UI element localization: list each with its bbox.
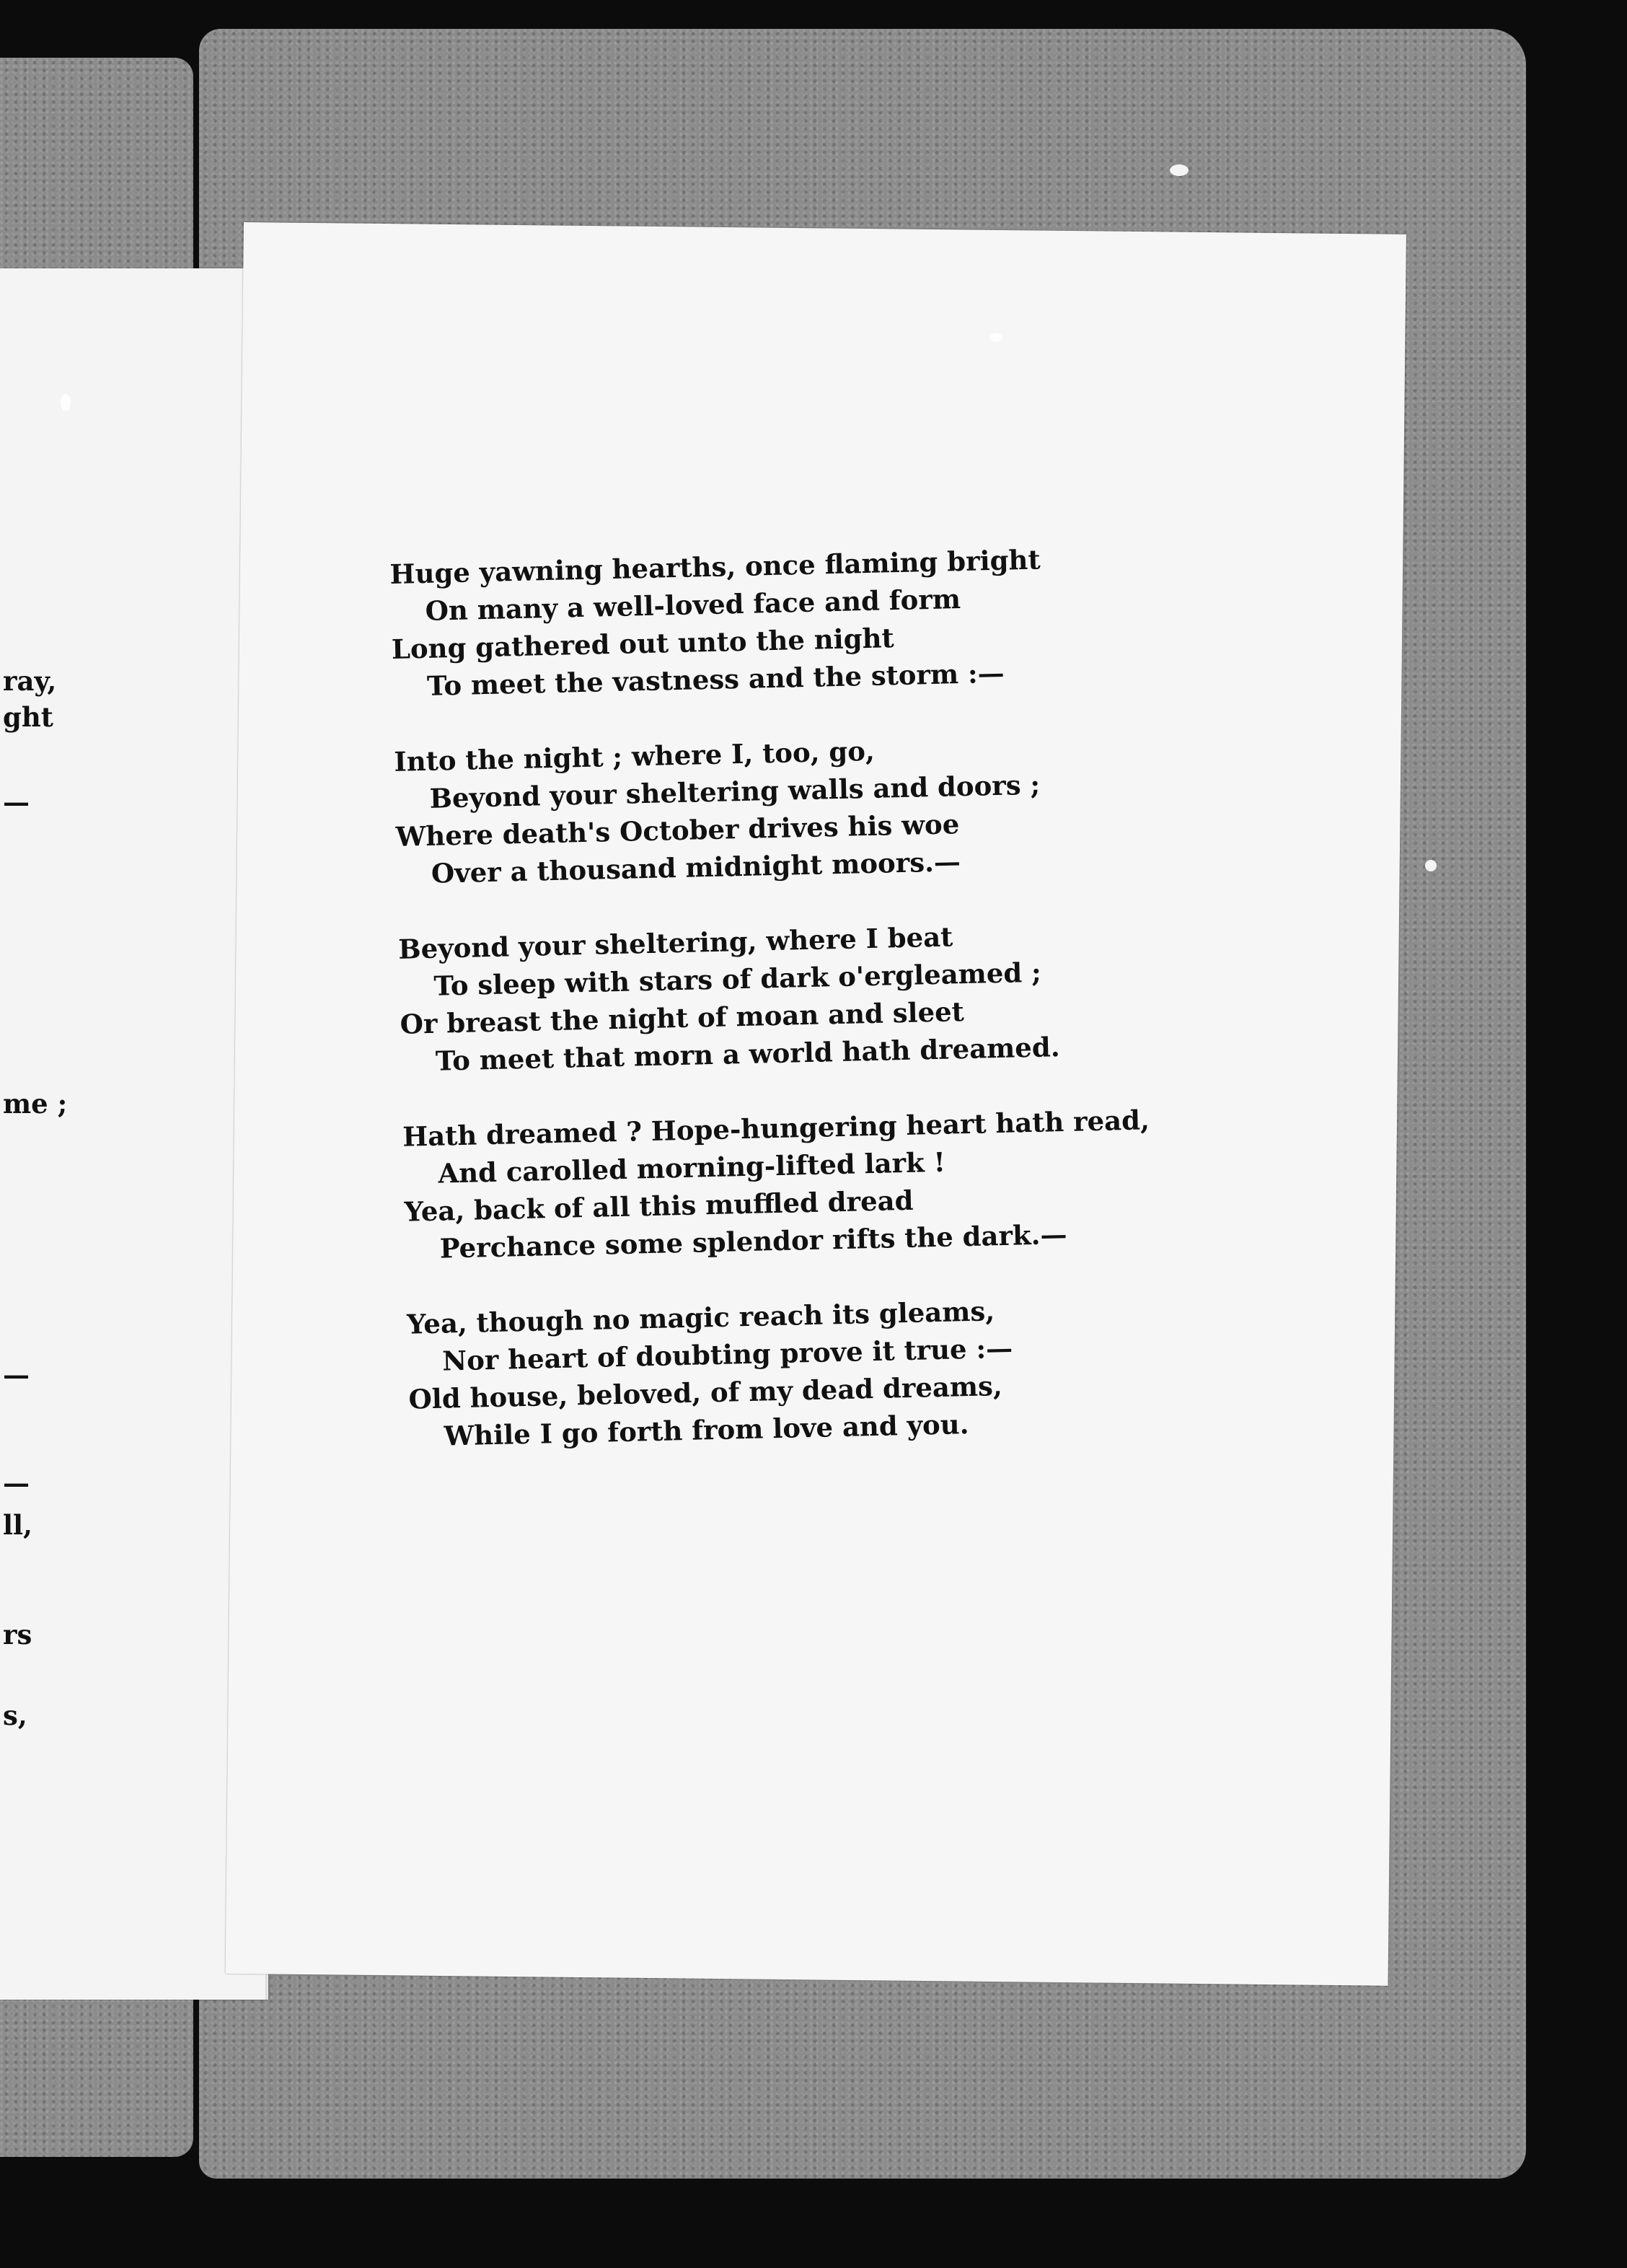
left-fragment: s, [3,1700,27,1731]
stanza [402,1096,1343,1267]
poem-line: Perchance some splendor rifts the dark.— [439,1218,1067,1265]
poem-line: Huge yawning hearths, once flaming bright [389,543,1041,590]
poem-line: Long gathered out unto the night [391,622,895,665]
left-fragment: ll, [3,1509,32,1541]
poem-line: Old house, beloved, of my dead dreams, [408,1370,1003,1415]
left-fragment: rs [3,1619,32,1651]
poem-line: Yea, though no magic reach its gleams, [406,1295,995,1340]
poem-line: Yea, back of all this muffled dread [404,1184,914,1228]
poem-line: Into the night ; where I, too, go, [393,734,876,778]
stanza [389,535,1330,706]
stanza [398,909,1339,1080]
poem-line: To sleep with stars of dark o'ergleamed ; [433,956,1042,1002]
left-fragment: ray, [3,665,57,697]
poem-line: And carolled morning-lifted lark ! [437,1146,946,1190]
stanza [407,1284,1347,1455]
left-fragment: — [3,1467,30,1499]
poem-line: While I go forth from love and you. [444,1408,969,1452]
dust-speck [989,333,1002,342]
poem-line: Beyond your sheltering, where I beat [397,920,953,965]
poem-line: To meet that morn a world hath dreamed. [435,1031,1061,1077]
poem-line: On many a well-loved face and form [425,583,961,627]
left-fragment: — [3,786,30,818]
poem [389,535,1348,1493]
poem-line: Or breast the night of moan and sleet [400,995,965,1040]
poem-line: To meet the vastness and the storm :— [426,656,1005,702]
left-fragment: me ; [3,1088,68,1120]
stanza [394,721,1334,892]
left-fragment: — [3,1359,30,1391]
poem-line: Beyond your sheltering walls and doors ; [429,768,1041,814]
poem-line: Hath dreamed ? Hope-hungering heart hath read, [402,1104,1150,1153]
dust-speck [1425,860,1437,871]
dust-speck [61,394,71,411]
poem-line: Over a thousand midnight moors.— [431,845,961,889]
poem-line: Where death's October drives his woe [395,808,960,853]
poem-line: Nor heart of doubting prove it true :— [441,1332,1013,1377]
dust-speck [1170,164,1189,176]
left-fragment: ght [3,701,53,733]
